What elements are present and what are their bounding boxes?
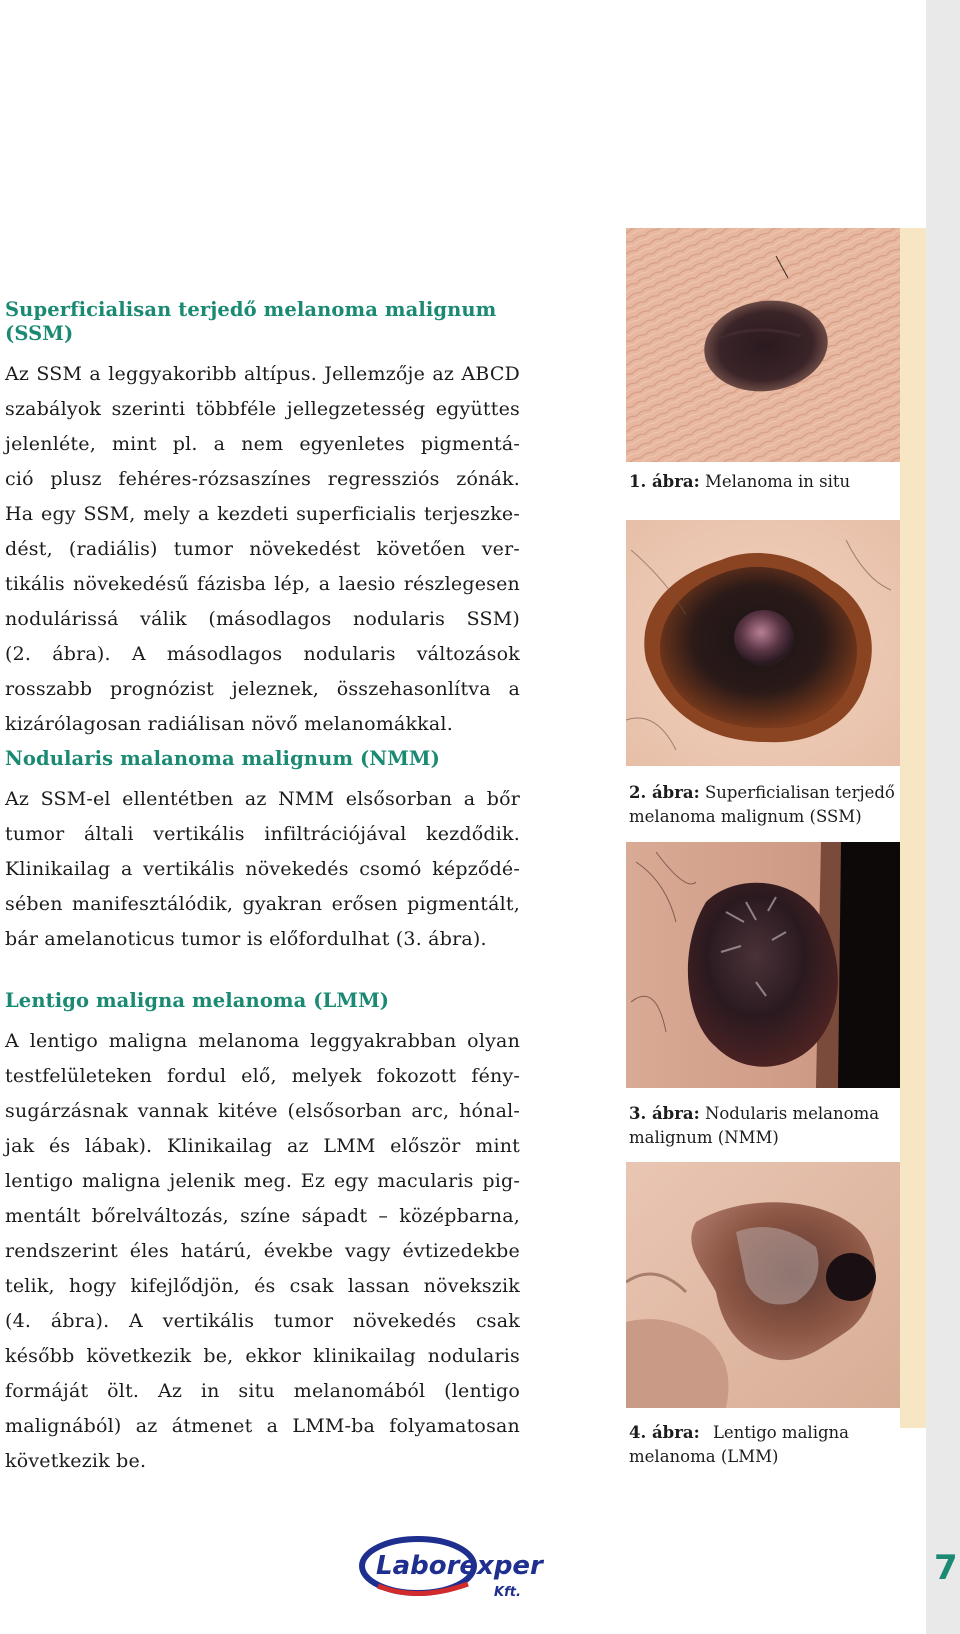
body-line: sugárzásnak vannak kitéve (elsősorban arc, hónal-: [5, 1100, 520, 1122]
figure-caption-text: malignum (NMM): [629, 1128, 779, 1147]
figure-label: 1. ábra:: [629, 472, 700, 491]
section-heading-nmm: Nodularis malanoma malignum (NMM): [5, 747, 440, 770]
figure-caption-text: melanoma malignum (SSM): [629, 807, 862, 826]
body-line: (2. ábra). A másodlagos nodularis változások: [5, 643, 520, 665]
page-edge-band: [926, 0, 960, 1634]
page-number: 7: [934, 1548, 958, 1588]
body-line: rosszabb prognózist jeleznek, összehasonlítva a: [5, 678, 520, 700]
body-line: lentigo maligna jelenik meg. Ez egy macularis pig-: [5, 1170, 520, 1192]
figure-caption-text: Superficialisan terjedő: [704, 783, 895, 802]
body-line: Ha egy SSM, mely a kezdeti superficialis terjeszke-: [5, 503, 520, 525]
figure-4-photo: [626, 1162, 900, 1408]
body-line: Klinikailag a vertikális növekedés csomó képződé-: [5, 858, 520, 880]
section-body-lmm: [5, 1024, 520, 1479]
body-line: jelenléte, mint pl. a nem egyenletes pigmentá-: [5, 433, 520, 455]
section-heading-ssm: Superficialisan terjedő melanoma malignum (SSM): [5, 298, 497, 345]
section-body-ssm: [5, 357, 520, 742]
body-line: malignából) az átmenet a LMM-ba folyamatosan: [5, 1415, 520, 1437]
section-lmm: [5, 989, 520, 1479]
body-line: mentált bőrelváltozás, színe sápadt – középbarna,: [5, 1205, 520, 1227]
figure-4-caption: [629, 1421, 909, 1469]
figure-3-photo: [626, 842, 900, 1088]
body-line: A lentigo maligna melanoma leggyakrabban olyan: [5, 1030, 520, 1052]
body-line: kizárólagosan radiálisan növő melanomákkal.: [5, 713, 453, 735]
body-line: testfelületeken fordul elő, melyek fokozott fény-: [5, 1065, 520, 1087]
figure-label: 4. ábra:: [629, 1423, 700, 1442]
body-line: Az SSM a leggyakoribb altípus. Jellemzője az ABCD: [5, 363, 520, 385]
body-line: telik, hogy kifejlődjön, és csak lassan növekszik: [5, 1275, 520, 1297]
figure-1-caption: [629, 470, 909, 494]
body-line: tumor általi vertikális infiltrációjával kezdődik.: [5, 823, 520, 845]
body-line: sében manifesztálódik, gyakran erősen pigmentált,: [5, 893, 520, 915]
logo-mark: [358, 1536, 544, 1602]
figure-2-photo: [626, 520, 900, 766]
body-line: később következik be, ekkor klinikailag nodularis: [5, 1345, 520, 1367]
section-ssm: [5, 298, 520, 742]
laborexpert-logo: [358, 1536, 544, 1602]
body-line: jak és lábak). Klinikailag az LMM először mint: [5, 1135, 520, 1157]
figure-caption-text: Nodularis melanoma: [704, 1104, 880, 1123]
body-line: tikális növekedésű fázisba lép, a laesio részlegesen: [5, 573, 520, 595]
figure-3-caption: [629, 1102, 909, 1150]
body-line: Az SSM-el ellentétben az NMM elsősorban a bőr: [5, 788, 520, 810]
body-line: formáját ölt. Az in situ melanomából (lentigo: [5, 1380, 520, 1402]
figure-caption-text: melanoma (LMM): [629, 1447, 779, 1466]
logo-suffix: Kft.: [494, 1585, 521, 1600]
body-line: bár amelanoticus tumor is előfordulhat (3. ábra).: [5, 928, 487, 950]
section-nmm: [5, 747, 520, 957]
body-line: rendszerint éles határú, évekbe vagy évtizedekbe: [5, 1240, 520, 1262]
body-line: dést, (radiális) tumor növekedést követően ver-: [5, 538, 520, 560]
section-heading-lmm: Lentigo maligna melanoma (LMM): [5, 989, 390, 1012]
logo-wordmark: Laborexpert: [376, 1551, 544, 1581]
body-line: szabályok szerinti többféle jellegzetesség együttes: [5, 398, 520, 420]
body-line: (4. ábra). A vertikális tumor növekedés csak: [5, 1310, 520, 1332]
body-line: nodulárissá válik (másodlagos nodularis SSM): [5, 608, 520, 630]
figure-caption-text: Lentigo maligna: [712, 1423, 849, 1442]
section-body-nmm: [5, 782, 520, 957]
figure-label: 2. ábra:: [629, 783, 700, 802]
figure-caption-text: Melanoma in situ: [704, 472, 851, 491]
body-line: ció plusz fehéres-rózsaszínes regressziós zónák.: [5, 468, 520, 490]
figure-2-caption: [629, 781, 909, 829]
figure-label: 3. ábra:: [629, 1104, 700, 1123]
body-line: következik be.: [5, 1450, 147, 1472]
figure-1-photo: [626, 228, 900, 462]
